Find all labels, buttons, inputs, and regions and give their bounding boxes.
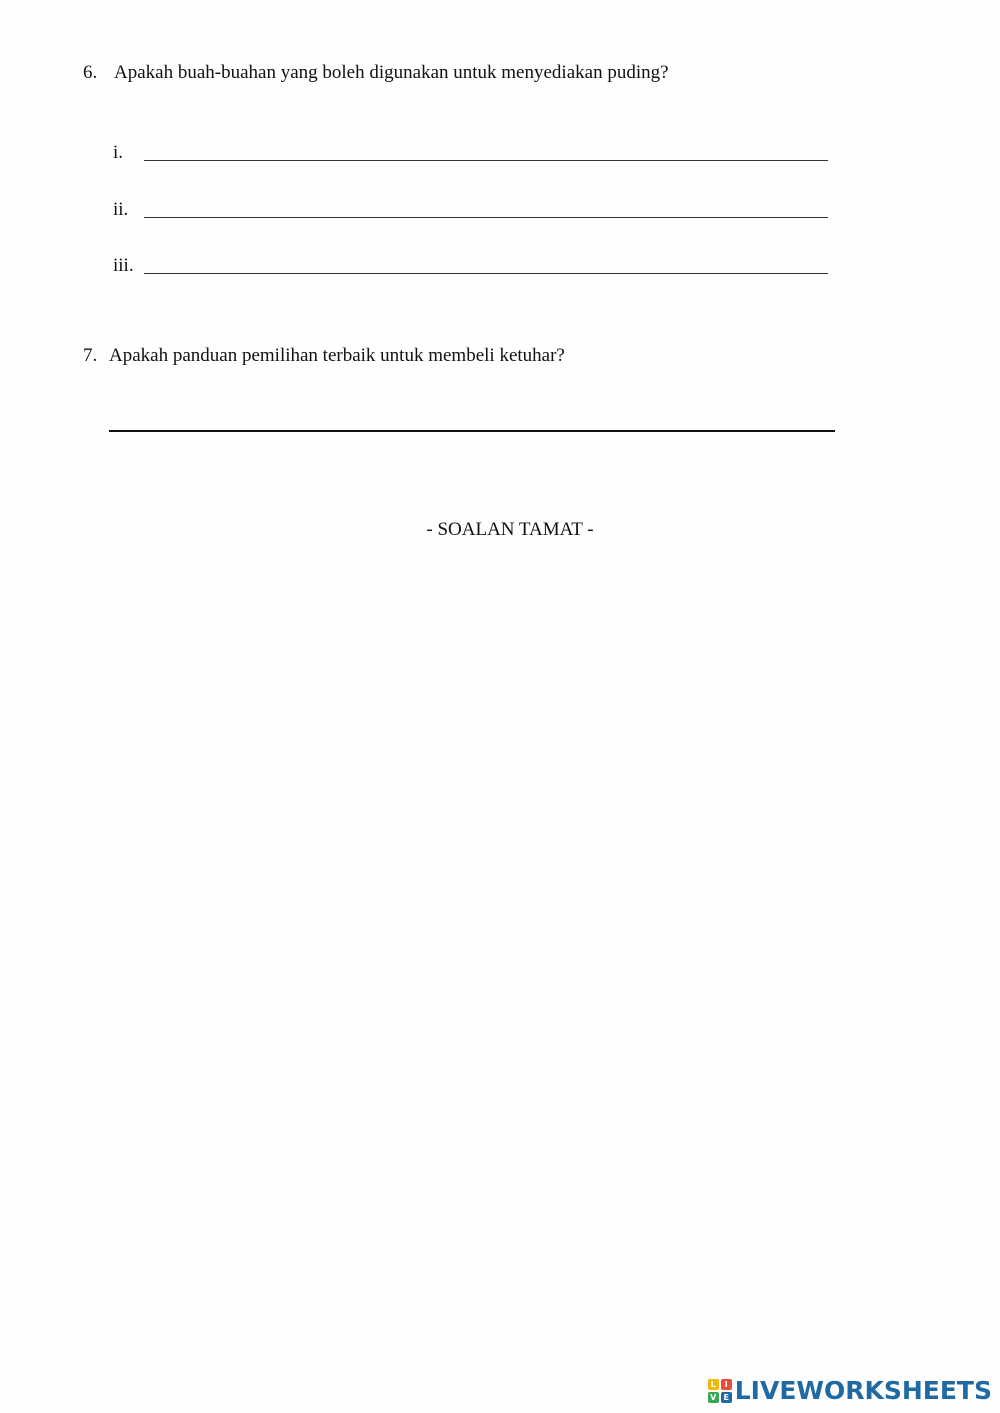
answer-line-i[interactable] <box>144 160 828 161</box>
answer-line-iii[interactable] <box>144 273 828 274</box>
question-7 <box>83 344 565 368</box>
answer-label-iii: iii. <box>113 255 134 276</box>
question-6-text: Apakah buah-buahan yang boleh digunakan untuk menyediakan puding? <box>114 62 669 83</box>
question-7-text: Apakah panduan pemilihan terbaik untuk membeli ketuhar? <box>109 345 565 366</box>
logo-mark-v: V <box>708 1392 719 1403</box>
logo-text: LIVEWORKSHEETS <box>734 1376 992 1405</box>
logo-mark-l: L <box>708 1379 719 1390</box>
question-6-number: 6. <box>83 62 98 83</box>
liveworksheets-logo <box>708 1377 992 1405</box>
logo-mark-e: E <box>721 1392 732 1403</box>
logo-mark-icon <box>708 1379 732 1403</box>
question-6 <box>83 61 669 85</box>
answer-line-q7[interactable] <box>109 430 835 432</box>
answer-line-ii[interactable] <box>144 217 828 218</box>
question-7-number: 7. <box>83 345 98 366</box>
answer-label-ii: ii. <box>113 199 129 220</box>
logo-mark-i: I <box>721 1379 732 1390</box>
end-of-questions-text: - SOALAN TAMAT - <box>426 519 594 540</box>
answer-label-i: i. <box>113 142 124 163</box>
